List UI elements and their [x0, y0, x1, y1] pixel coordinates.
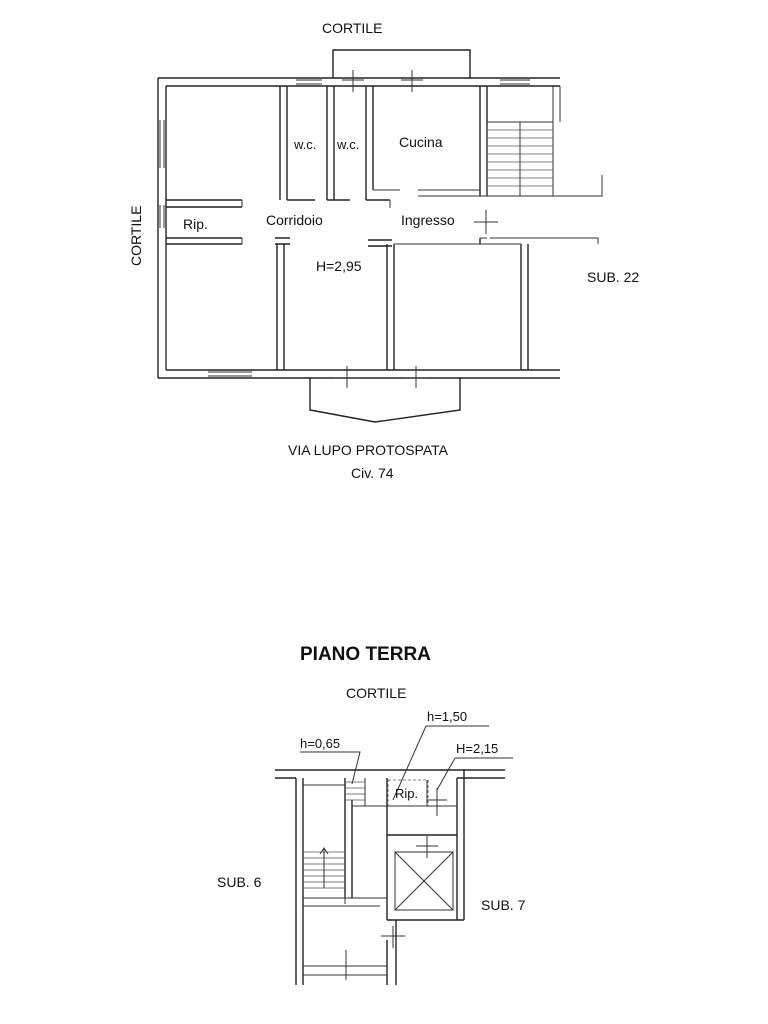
sub-22-label: SUB. 22 [587, 269, 640, 285]
street-label: VIA LUPO PROTOSPATA [288, 442, 449, 458]
height-label-0-65: h=0,65 [300, 736, 341, 751]
room-label-wc-2: w.c. [337, 137, 360, 152]
sub-6-label: SUB. 6 [217, 874, 262, 890]
first-floor-plan [128, 20, 639, 481]
room-label-cucina: Cucina [399, 134, 443, 150]
window-top-2 [500, 80, 530, 84]
ground-floor-title: PIANO TERRA [300, 644, 431, 665]
elevator-shaft [395, 852, 453, 910]
window-top-1 [296, 80, 322, 84]
sub-7-label: SUB. 7 [481, 897, 526, 913]
room-label-ingresso: Ingresso [401, 212, 455, 228]
height-label-1-50: h=1,50 [427, 709, 468, 724]
ground-floor-plan [217, 644, 526, 985]
civic-number-label: Civ. 74 [351, 465, 394, 481]
room-label-rip: Rip. [183, 216, 208, 232]
room-label-corridoio: Corridoio [266, 212, 323, 228]
staircase-ground [303, 848, 345, 888]
height-label-2-15: H=2,15 [456, 741, 499, 756]
room-label-wc-1: w.c. [294, 137, 317, 152]
left-courtyard-label: CORTILE [128, 205, 144, 266]
ceiling-height-label: H=2,95 [316, 258, 362, 274]
top-courtyard-label: CORTILE [322, 20, 383, 36]
staircase-first-floor [487, 86, 560, 196]
ground-courtyard-label: CORTILE [346, 685, 407, 701]
ground-rip-label: Rip. [395, 786, 419, 801]
